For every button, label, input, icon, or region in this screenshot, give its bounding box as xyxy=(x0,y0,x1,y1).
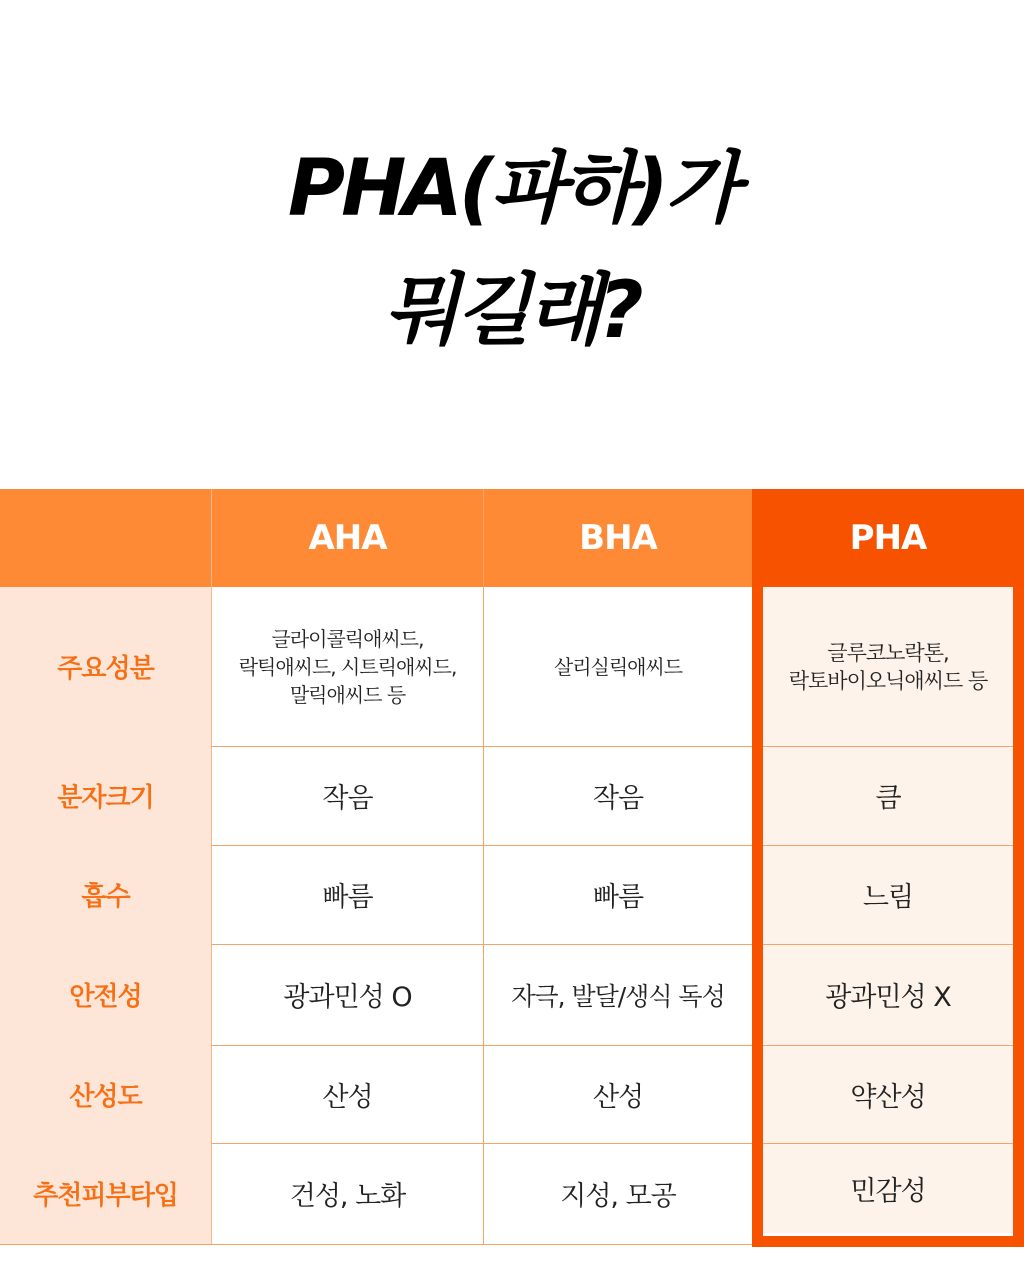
grid-hline-4 xyxy=(212,1045,752,1046)
pha-hline-2 xyxy=(763,845,1013,846)
cell-bha-acidity: 산성 xyxy=(484,1045,752,1143)
page-title-line1: PHA(파하)가 xyxy=(287,144,737,234)
grid-hline-2 xyxy=(212,845,752,846)
cell-pha-absorption: 느림 xyxy=(763,845,1013,944)
cell-aha-safety: 광과민성 O xyxy=(212,944,483,1045)
table-header-bha: BHA xyxy=(484,489,752,587)
cell-bha-ingredients: 살리실릭애씨드 xyxy=(484,587,752,746)
cell-aha-skin-type: 건성, 노화 xyxy=(212,1143,483,1244)
cell-pha-skin-type: 민감성 xyxy=(763,1143,1013,1233)
cell-bha-absorption: 빠름 xyxy=(484,845,752,944)
cell-bha-molecule-size: 작음 xyxy=(484,746,752,845)
pha-hline-1 xyxy=(763,746,1013,747)
cell-pha-safety: 광과민성 X xyxy=(763,944,1013,1045)
grid-hline-1 xyxy=(212,746,752,747)
pha-hline-5 xyxy=(763,1143,1013,1144)
cell-aha-acidity: 산성 xyxy=(212,1045,483,1143)
pha-hline-3 xyxy=(763,944,1013,945)
row-label-acidity: 산성도 xyxy=(0,1045,211,1143)
table-header-pha: PHA xyxy=(752,489,1024,587)
cell-pha-molecule-size: 큼 xyxy=(763,746,1013,845)
table-header-empty xyxy=(0,489,211,587)
cell-pha-ingredients: 글루코노락톤, 락토바이오닉애씨드 등 xyxy=(763,587,1013,746)
cell-aha-ingredients: 글라이콜릭애씨드, 락틱애씨드, 시트릭애씨드, 말릭애씨드 등 xyxy=(212,587,483,746)
grid-vline-1 xyxy=(211,489,212,1245)
row-label-skin-type: 추천피부타입 xyxy=(0,1143,211,1244)
pha-hline-4 xyxy=(763,1045,1013,1046)
cell-aha-molecule-size: 작음 xyxy=(212,746,483,845)
row-label-absorption: 흡수 xyxy=(0,845,211,944)
grid-hline-3 xyxy=(212,944,752,945)
page-title-line2: 뭐길래? xyxy=(384,266,640,356)
grid-hline-bottom xyxy=(0,1244,752,1245)
row-label-safety: 안전성 xyxy=(0,944,211,1045)
cell-bha-safety: 자극, 발달/생식 독성 xyxy=(484,944,752,1045)
row-label-molecule-size: 분자크기 xyxy=(0,746,211,845)
grid-vline-2 xyxy=(483,489,484,1245)
cell-aha-absorption: 빠름 xyxy=(212,845,483,944)
row-label-ingredients: 주요성분 xyxy=(0,587,211,746)
table-header-aha: AHA xyxy=(212,489,483,587)
cell-pha-acidity: 약산성 xyxy=(763,1045,1013,1143)
grid-hline-5 xyxy=(212,1143,752,1144)
cell-bha-skin-type: 지성, 모공 xyxy=(484,1143,752,1244)
